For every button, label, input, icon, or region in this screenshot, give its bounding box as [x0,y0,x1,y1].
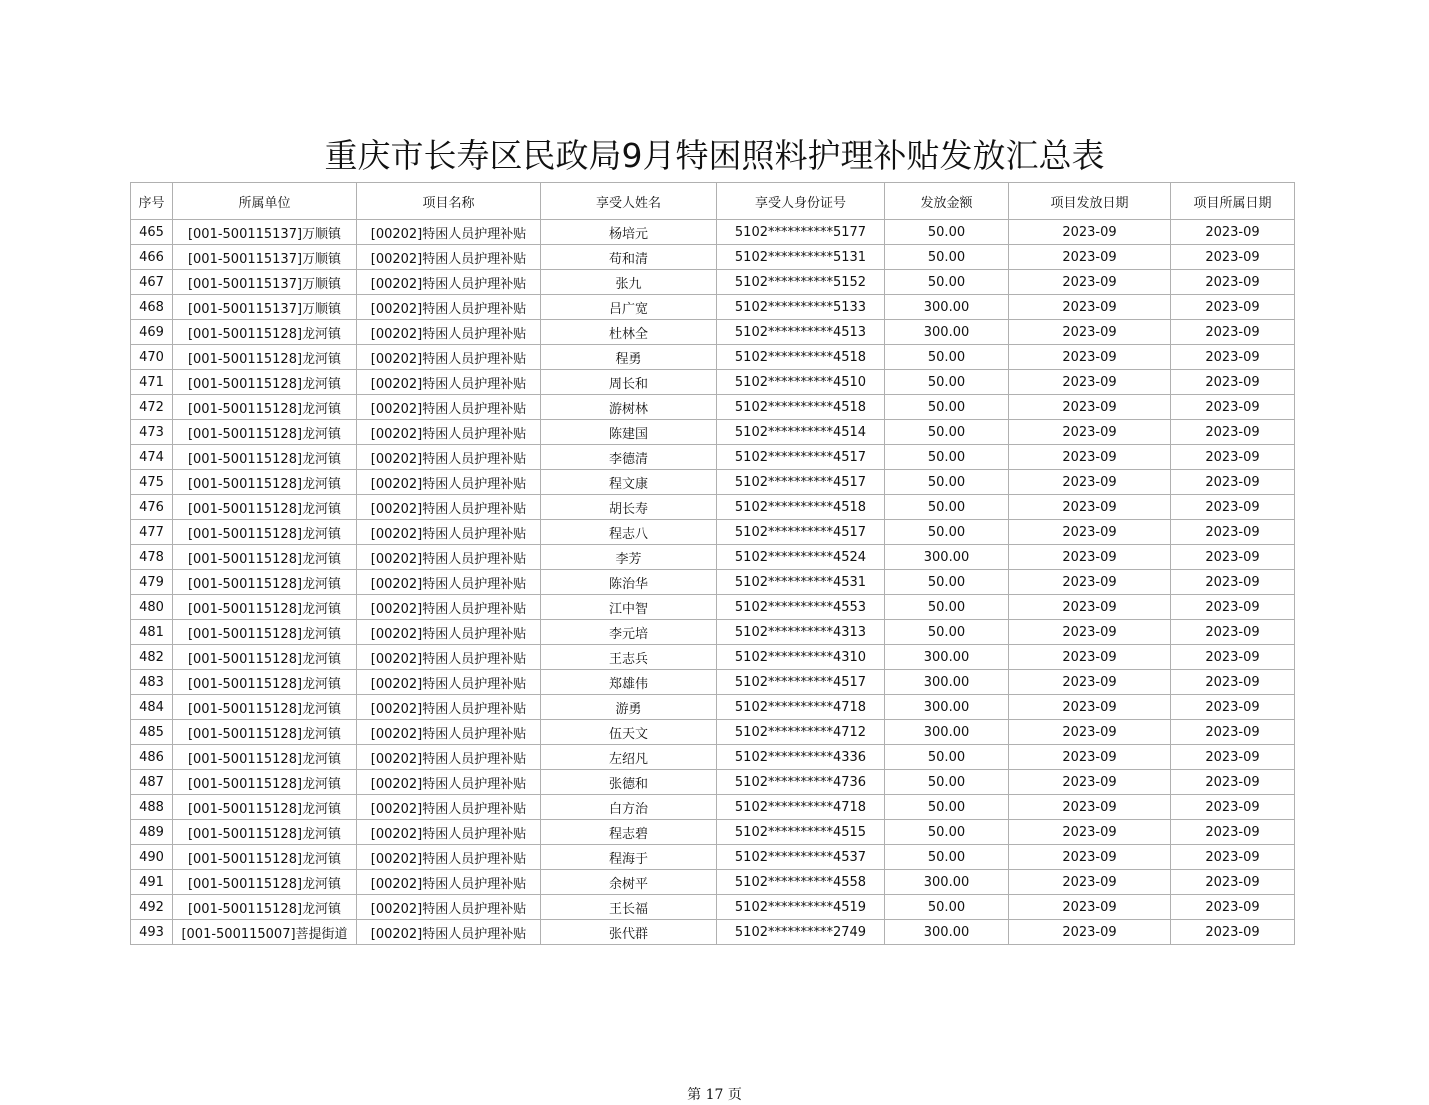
cell-name: 李芳 [541,545,717,570]
cell-name: 游树林 [541,395,717,420]
cell-name: 程志八 [541,520,717,545]
cell-issue-date: 2023-09 [1009,870,1171,895]
cell-project: [00202]特困人员护理补贴 [357,295,541,320]
cell-project: [00202]特困人员护理补贴 [357,595,541,620]
cell-id-number: 5102**********4313 [717,620,885,645]
cell-amount: 50.00 [885,220,1009,245]
cell-issue-date: 2023-09 [1009,595,1171,620]
page-number: 第 17 页 [687,1087,742,1103]
cell-index: 493 [131,920,173,945]
table-row [131,295,1295,320]
cell-project: [00202]特困人员护理补贴 [357,270,541,295]
cell-name: 张九 [541,270,717,295]
cell-project: [00202]特困人员护理补贴 [357,320,541,345]
cell-issue-date: 2023-09 [1009,545,1171,570]
cell-index: 481 [131,620,173,645]
cell-period: 2023-09 [1171,245,1295,270]
cell-issue-date: 2023-09 [1009,395,1171,420]
cell-index: 471 [131,370,173,395]
cell-issue-date: 2023-09 [1009,495,1171,520]
cell-amount: 300.00 [885,720,1009,745]
cell-unit: [001-500115137]万顺镇 [173,220,357,245]
cell-id-number: 5102**********4510 [717,370,885,395]
cell-unit: [001-500115128]龙河镇 [173,645,357,670]
cell-period: 2023-09 [1171,520,1295,545]
cell-unit: [001-500115128]龙河镇 [173,845,357,870]
cell-period: 2023-09 [1171,620,1295,645]
cell-project: [00202]特困人员护理补贴 [357,745,541,770]
cell-issue-date: 2023-09 [1009,670,1171,695]
table-row [131,595,1295,620]
cell-issue-date: 2023-09 [1009,720,1171,745]
cell-project: [00202]特困人员护理补贴 [357,720,541,745]
cell-period: 2023-09 [1171,745,1295,770]
cell-period: 2023-09 [1171,870,1295,895]
cell-index: 479 [131,570,173,595]
cell-id-number: 5102**********4517 [717,470,885,495]
cell-index: 491 [131,870,173,895]
cell-project: [00202]特困人员护理补贴 [357,520,541,545]
cell-index: 486 [131,745,173,770]
cell-id-number: 5102**********4558 [717,870,885,895]
cell-unit: [001-500115137]万顺镇 [173,270,357,295]
cell-period: 2023-09 [1171,345,1295,370]
cell-name: 苟和清 [541,245,717,270]
cell-project: [00202]特困人员护理补贴 [357,795,541,820]
cell-issue-date: 2023-09 [1009,420,1171,445]
cell-amount: 300.00 [885,920,1009,945]
cell-index: 472 [131,395,173,420]
cell-id-number: 5102**********4518 [717,495,885,520]
cell-index: 469 [131,320,173,345]
cell-id-number: 5102**********4513 [717,320,885,345]
cell-id-number: 5102**********4517 [717,445,885,470]
cell-amount: 50.00 [885,270,1009,295]
col-header-project: 项目名称 [357,183,541,220]
cell-id-number: 5102**********2749 [717,920,885,945]
table-row [131,670,1295,695]
cell-unit: [001-500115137]万顺镇 [173,245,357,270]
cell-issue-date: 2023-09 [1009,570,1171,595]
cell-id-number: 5102**********4336 [717,745,885,770]
cell-id-number: 5102**********4712 [717,720,885,745]
cell-amount: 300.00 [885,645,1009,670]
cell-amount: 50.00 [885,620,1009,645]
cell-period: 2023-09 [1171,695,1295,720]
col-header-period: 项目所属日期 [1171,183,1295,220]
table-row [131,770,1295,795]
cell-period: 2023-09 [1171,570,1295,595]
table-row [131,520,1295,545]
cell-project: [00202]特困人员护理补贴 [357,695,541,720]
table-row [131,470,1295,495]
cell-amount: 50.00 [885,795,1009,820]
cell-id-number: 5102**********4736 [717,770,885,795]
cell-name: 周长和 [541,370,717,395]
cell-period: 2023-09 [1171,370,1295,395]
cell-issue-date: 2023-09 [1009,620,1171,645]
cell-project: [00202]特困人员护理补贴 [357,420,541,445]
col-header-unit: 所属单位 [173,183,357,220]
cell-period: 2023-09 [1171,445,1295,470]
cell-name: 张德和 [541,770,717,795]
cell-name: 郑雄伟 [541,670,717,695]
table-row [131,620,1295,645]
cell-id-number: 5102**********4514 [717,420,885,445]
cell-name: 余树平 [541,870,717,895]
cell-name: 吕广宽 [541,295,717,320]
table-row [131,920,1295,945]
cell-index: 468 [131,295,173,320]
cell-project: [00202]特困人员护理补贴 [357,645,541,670]
cell-period: 2023-09 [1171,895,1295,920]
col-header-amount: 发放金额 [885,183,1009,220]
table-body [131,220,1295,945]
cell-id-number: 5102**********5177 [717,220,885,245]
cell-period: 2023-09 [1171,545,1295,570]
cell-period: 2023-09 [1171,645,1295,670]
cell-project: [00202]特困人员护理补贴 [357,845,541,870]
cell-name: 杨培元 [541,220,717,245]
cell-period: 2023-09 [1171,495,1295,520]
cell-period: 2023-09 [1171,470,1295,495]
cell-unit: [001-500115128]龙河镇 [173,345,357,370]
cell-issue-date: 2023-09 [1009,345,1171,370]
cell-amount: 50.00 [885,445,1009,470]
cell-index: 465 [131,220,173,245]
cell-amount: 300.00 [885,870,1009,895]
cell-period: 2023-09 [1171,720,1295,745]
cell-period: 2023-09 [1171,320,1295,345]
cell-issue-date: 2023-09 [1009,845,1171,870]
cell-id-number: 5102**********5131 [717,245,885,270]
cell-id-number: 5102**********4553 [717,595,885,620]
cell-amount: 300.00 [885,320,1009,345]
cell-project: [00202]特困人员护理补贴 [357,395,541,420]
cell-amount: 50.00 [885,820,1009,845]
table-row [131,345,1295,370]
page-title: 重庆市长寿区民政局9月特困照料护理补贴发放汇总表 [324,136,1105,175]
cell-id-number: 5102**********4537 [717,845,885,870]
cell-name: 陈治华 [541,570,717,595]
table-row [131,870,1295,895]
col-header-issue-date: 项目发放日期 [1009,183,1171,220]
cell-amount: 50.00 [885,520,1009,545]
cell-unit: [001-500115128]龙河镇 [173,520,357,545]
cell-name: 左绍凡 [541,745,717,770]
cell-id-number: 5102**********4519 [717,895,885,920]
subsidy-table [130,182,1295,945]
cell-issue-date: 2023-09 [1009,320,1171,345]
cell-issue-date: 2023-09 [1009,295,1171,320]
table-row [131,245,1295,270]
cell-index: 484 [131,695,173,720]
cell-period: 2023-09 [1171,395,1295,420]
cell-unit: [001-500115128]龙河镇 [173,695,357,720]
cell-unit: [001-500115128]龙河镇 [173,770,357,795]
cell-unit: [001-500115128]龙河镇 [173,445,357,470]
cell-issue-date: 2023-09 [1009,520,1171,545]
cell-unit: [001-500115128]龙河镇 [173,595,357,620]
table-row [131,220,1295,245]
table-row [131,820,1295,845]
cell-index: 488 [131,795,173,820]
cell-period: 2023-09 [1171,670,1295,695]
cell-name: 王长福 [541,895,717,920]
table-row [131,570,1295,595]
cell-issue-date: 2023-09 [1009,745,1171,770]
cell-name: 杜林全 [541,320,717,345]
cell-unit: [001-500115128]龙河镇 [173,395,357,420]
table-row [131,420,1295,445]
cell-id-number: 5102**********4718 [717,795,885,820]
cell-issue-date: 2023-09 [1009,820,1171,845]
cell-id-number: 5102**********4517 [717,670,885,695]
cell-name: 程勇 [541,345,717,370]
cell-index: 470 [131,345,173,370]
cell-amount: 50.00 [885,495,1009,520]
cell-id-number: 5102**********4518 [717,395,885,420]
table-row [131,795,1295,820]
cell-unit: [001-500115128]龙河镇 [173,820,357,845]
cell-unit: [001-500115128]龙河镇 [173,795,357,820]
cell-index: 477 [131,520,173,545]
table-row [131,445,1295,470]
table-row [131,845,1295,870]
cell-unit: [001-500115128]龙河镇 [173,870,357,895]
cell-issue-date: 2023-09 [1009,895,1171,920]
table-row [131,745,1295,770]
cell-project: [00202]特困人员护理补贴 [357,770,541,795]
cell-unit: [001-500115128]龙河镇 [173,495,357,520]
cell-id-number: 5102**********4518 [717,345,885,370]
cell-id-number: 5102**********4515 [717,820,885,845]
cell-unit: [001-500115128]龙河镇 [173,670,357,695]
cell-amount: 50.00 [885,470,1009,495]
table-row [131,545,1295,570]
cell-amount: 50.00 [885,345,1009,370]
cell-project: [00202]特困人员护理补贴 [357,370,541,395]
table-row [131,395,1295,420]
cell-project: [00202]特困人员护理补贴 [357,895,541,920]
cell-name: 白方治 [541,795,717,820]
cell-unit: [001-500115128]龙河镇 [173,745,357,770]
cell-amount: 50.00 [885,370,1009,395]
cell-unit: [001-500115128]龙河镇 [173,620,357,645]
cell-period: 2023-09 [1171,595,1295,620]
table-row [131,720,1295,745]
cell-index: 483 [131,670,173,695]
cell-issue-date: 2023-09 [1009,470,1171,495]
cell-index: 480 [131,595,173,620]
table-row [131,370,1295,395]
cell-name: 张代群 [541,920,717,945]
table-row [131,320,1295,345]
cell-unit: [001-500115007]菩提街道 [173,920,357,945]
cell-amount: 300.00 [885,695,1009,720]
cell-period: 2023-09 [1171,770,1295,795]
cell-name: 程海于 [541,845,717,870]
cell-id-number: 5102**********4531 [717,570,885,595]
cell-index: 478 [131,545,173,570]
cell-issue-date: 2023-09 [1009,770,1171,795]
cell-index: 482 [131,645,173,670]
cell-project: [00202]特困人员护理补贴 [357,620,541,645]
cell-period: 2023-09 [1171,820,1295,845]
cell-amount: 50.00 [885,845,1009,870]
cell-amount: 300.00 [885,670,1009,695]
table-row [131,695,1295,720]
cell-amount: 50.00 [885,245,1009,270]
cell-id-number: 5102**********4310 [717,645,885,670]
cell-name: 程志碧 [541,820,717,845]
cell-project: [00202]特困人员护理补贴 [357,545,541,570]
cell-project: [00202]特困人员护理补贴 [357,870,541,895]
col-header-id-number: 享受人身份证号 [717,183,885,220]
cell-name: 陈建国 [541,420,717,445]
cell-name: 胡长寿 [541,495,717,520]
cell-index: 489 [131,820,173,845]
cell-project: [00202]特困人员护理补贴 [357,220,541,245]
cell-period: 2023-09 [1171,420,1295,445]
cell-period: 2023-09 [1171,295,1295,320]
cell-index: 466 [131,245,173,270]
cell-name: 程文康 [541,470,717,495]
cell-unit: [001-500115128]龙河镇 [173,320,357,345]
cell-unit: [001-500115137]万顺镇 [173,295,357,320]
cell-unit: [001-500115128]龙河镇 [173,370,357,395]
cell-index: 474 [131,445,173,470]
cell-id-number: 5102**********5152 [717,270,885,295]
table-row [131,895,1295,920]
cell-name: 游勇 [541,695,717,720]
cell-project: [00202]特困人员护理补贴 [357,495,541,520]
cell-project: [00202]特困人员护理补贴 [357,820,541,845]
cell-amount: 50.00 [885,895,1009,920]
cell-name: 李元培 [541,620,717,645]
col-header-name: 享受人姓名 [541,183,717,220]
cell-period: 2023-09 [1171,920,1295,945]
cell-project: [00202]特困人员护理补贴 [357,470,541,495]
cell-issue-date: 2023-09 [1009,695,1171,720]
cell-issue-date: 2023-09 [1009,370,1171,395]
cell-issue-date: 2023-09 [1009,245,1171,270]
cell-index: 476 [131,495,173,520]
cell-amount: 50.00 [885,420,1009,445]
cell-period: 2023-09 [1171,220,1295,245]
cell-amount: 50.00 [885,770,1009,795]
table-row [131,270,1295,295]
cell-amount: 50.00 [885,395,1009,420]
cell-project: [00202]特困人员护理补贴 [357,920,541,945]
cell-amount: 300.00 [885,295,1009,320]
cell-amount: 50.00 [885,745,1009,770]
cell-amount: 300.00 [885,545,1009,570]
cell-index: 473 [131,420,173,445]
cell-name: 江中智 [541,595,717,620]
cell-period: 2023-09 [1171,795,1295,820]
cell-issue-date: 2023-09 [1009,220,1171,245]
cell-name: 伍天文 [541,720,717,745]
cell-index: 475 [131,470,173,495]
cell-index: 467 [131,270,173,295]
cell-id-number: 5102**********4517 [717,520,885,545]
cell-name: 王志兵 [541,645,717,670]
table-header-row [131,183,1295,220]
cell-amount: 50.00 [885,570,1009,595]
cell-period: 2023-09 [1171,845,1295,870]
cell-unit: [001-500115128]龙河镇 [173,470,357,495]
col-header-index: 序号 [131,183,173,220]
cell-id-number: 5102**********5133 [717,295,885,320]
cell-issue-date: 2023-09 [1009,645,1171,670]
cell-index: 492 [131,895,173,920]
cell-project: [00202]特困人员护理补贴 [357,245,541,270]
cell-issue-date: 2023-09 [1009,270,1171,295]
cell-unit: [001-500115128]龙河镇 [173,545,357,570]
cell-id-number: 5102**********4718 [717,695,885,720]
cell-issue-date: 2023-09 [1009,795,1171,820]
cell-unit: [001-500115128]龙河镇 [173,570,357,595]
cell-name: 李德清 [541,445,717,470]
table-row [131,495,1295,520]
cell-amount: 50.00 [885,595,1009,620]
cell-project: [00202]特困人员护理补贴 [357,570,541,595]
cell-project: [00202]特困人员护理补贴 [357,670,541,695]
cell-id-number: 5102**********4524 [717,545,885,570]
cell-index: 490 [131,845,173,870]
cell-unit: [001-500115128]龙河镇 [173,720,357,745]
cell-issue-date: 2023-09 [1009,920,1171,945]
cell-unit: [001-500115128]龙河镇 [173,895,357,920]
cell-period: 2023-09 [1171,270,1295,295]
table-row [131,645,1295,670]
cell-issue-date: 2023-09 [1009,445,1171,470]
cell-index: 485 [131,720,173,745]
cell-project: [00202]特困人员护理补贴 [357,445,541,470]
cell-index: 487 [131,770,173,795]
cell-unit: [001-500115128]龙河镇 [173,420,357,445]
cell-project: [00202]特困人员护理补贴 [357,345,541,370]
